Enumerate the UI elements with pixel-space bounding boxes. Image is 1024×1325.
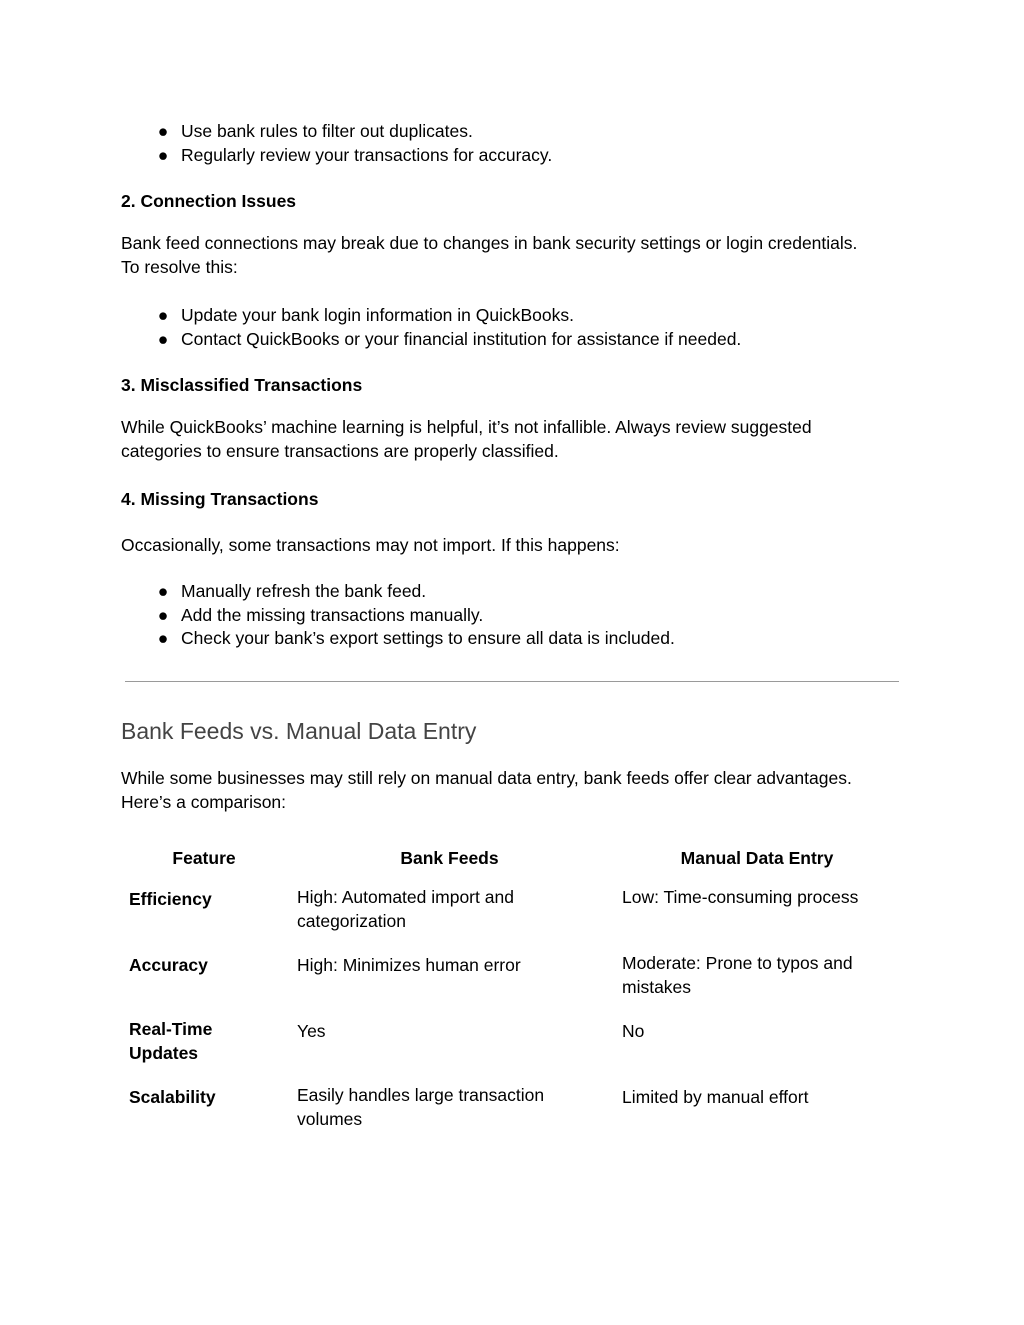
cell-line: mistakes xyxy=(622,977,692,997)
table-header-bank-feeds: Bank Feeds xyxy=(400,848,499,868)
table-cell-manual xyxy=(622,1085,808,1109)
cell-line: Easily handles large transaction xyxy=(297,1085,545,1105)
table-cell-feature xyxy=(129,1017,212,1065)
list-item-text: Check your bank’s export settings to ensure all data is included. xyxy=(181,628,675,648)
cell-line: Efficiency xyxy=(129,889,212,909)
section-title: Bank Feeds vs. Manual Data Entry xyxy=(121,718,477,744)
table-cell-manual xyxy=(622,951,853,999)
list-item-text: Manually refresh the bank feed. xyxy=(181,581,427,601)
cell-line: Accuracy xyxy=(129,955,208,975)
connection-issues-heading: 2. Connection Issues xyxy=(121,191,297,211)
list-item-text: Add the missing transactions manually. xyxy=(181,605,484,625)
table-cell-feature xyxy=(129,1085,216,1109)
bullet-icon: ● xyxy=(157,329,169,349)
cell-line: Real-Time xyxy=(129,1019,213,1039)
missing-paragraph: Occasionally, some transactions may not import. If this happens: xyxy=(121,535,620,555)
bullet-icon: ● xyxy=(157,605,169,625)
bullet-icon: ● xyxy=(157,305,169,325)
table-cell-bank-feeds xyxy=(297,1083,544,1131)
table-cell-bank-feeds xyxy=(297,885,514,933)
comparison-table xyxy=(121,840,901,1140)
list-item-text: Use bank rules to filter out duplicates. xyxy=(181,121,473,141)
cell-line: High: Minimizes human error xyxy=(297,955,521,975)
misclassified-paragraph-line-2: categories to ensure transactions are properly classified. xyxy=(121,441,559,461)
connection-paragraph-line-2: To resolve this: xyxy=(121,257,238,277)
misclassified-heading: 3. Misclassified Transactions xyxy=(121,375,363,395)
cell-line: Moderate: Prone to typos and xyxy=(622,953,853,973)
table-cell-bank-feeds xyxy=(297,1019,326,1043)
table-row xyxy=(121,1083,901,1143)
cell-line: Low: Time-consuming process xyxy=(622,887,859,907)
cell-line: categorization xyxy=(297,911,406,931)
table-cell-bank-feeds xyxy=(297,953,521,977)
cell-line: No xyxy=(622,1021,645,1041)
cell-line: Limited by manual effort xyxy=(622,1087,809,1107)
table-cell-feature xyxy=(129,887,212,911)
missing-transactions-heading: 4. Missing Transactions xyxy=(121,489,319,509)
table-header-feature: Feature xyxy=(172,848,236,868)
connection-paragraph-line-1: Bank feed connections may break due to changes in bank security settings or login credentials. xyxy=(121,233,858,253)
bullet-icon: ● xyxy=(157,581,169,601)
table-header-manual-entry: Manual Data Entry xyxy=(680,848,834,868)
cell-line: Scalability xyxy=(129,1087,216,1107)
table-row xyxy=(121,1017,901,1077)
table-cell-manual xyxy=(622,1019,644,1043)
list-item-text: Update your bank login information in QuickBooks. xyxy=(181,305,574,325)
table-row xyxy=(121,951,901,1011)
comparison-intro-line-2: Here’s a comparison: xyxy=(121,792,287,812)
cell-line: Updates xyxy=(129,1043,199,1063)
cell-line: Yes xyxy=(297,1021,326,1041)
cell-line: volumes xyxy=(297,1109,363,1129)
bullet-icon: ● xyxy=(157,121,169,141)
cell-line: High: Automated import and xyxy=(297,887,514,907)
bullet-icon: ● xyxy=(157,145,169,165)
horizontal-divider xyxy=(125,681,899,682)
table-cell-feature xyxy=(129,953,208,977)
comparison-intro-line-1: While some businesses may still rely on manual data entry, bank feeds offer clear advantages. xyxy=(121,768,852,788)
list-item-text: Regularly review your transactions for accuracy. xyxy=(181,145,553,165)
bullet-icon: ● xyxy=(157,628,169,648)
list-item-text: Contact QuickBooks or your financial institution for assistance if needed. xyxy=(181,329,742,349)
misclassified-paragraph-line-1: While QuickBooks’ machine learning is helpful, it’s not infallible. Always review suggested xyxy=(121,417,812,437)
table-row xyxy=(121,885,901,945)
table-cell-manual xyxy=(622,885,858,909)
